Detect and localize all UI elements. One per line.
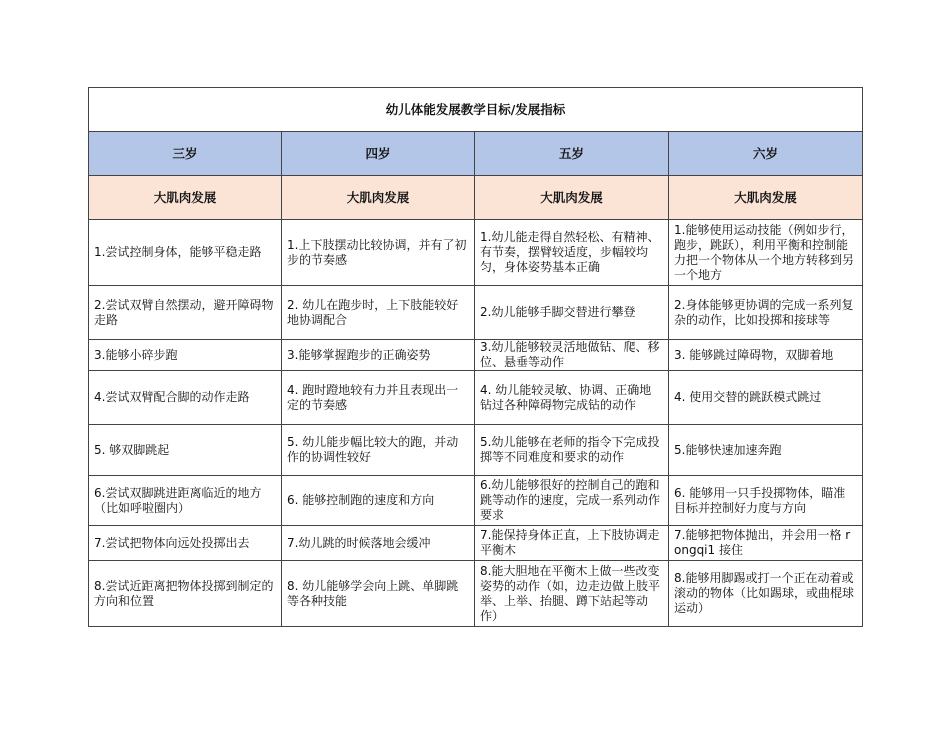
table-cell: 2. 幼儿在跑步时，上下肢能较好地协调配合 bbox=[282, 286, 475, 340]
table-cell: 1.上下肢摆动比较协调，并有了初步的节奏感 bbox=[282, 220, 475, 286]
table-cell: 1.尝试控制身体，能够平稳走路 bbox=[89, 220, 282, 286]
table-cell: 8.能够用脚踢或打一个正在动着或滚动的物体（比如踢球，或曲棍球运动） bbox=[669, 561, 863, 627]
table-cell: 5. 幼儿能步幅比较大的跑，并动作的协调性较好 bbox=[282, 425, 475, 476]
table-cell: 7.幼儿跳的时候落地会缓冲 bbox=[282, 526, 475, 561]
table-cell: 5. 够双脚跳起 bbox=[89, 425, 282, 476]
category-header: 大肌肉发展 bbox=[89, 176, 282, 220]
table-cell: 8.尝试近距离把物体投掷到制定的方向和位置 bbox=[89, 561, 282, 627]
table-cell: 8. 幼儿能够学会向上跳、单脚跳等各种技能 bbox=[282, 561, 475, 627]
table-cell: 6.幼儿能够很好的控制自己的跑和跳等动作的速度，完成一系列动作要求 bbox=[475, 476, 669, 526]
category-header-row bbox=[89, 176, 863, 220]
table-cell: 5.能够快速加速奔跑 bbox=[669, 425, 863, 476]
category-header: 大肌肉发展 bbox=[282, 176, 475, 220]
table-row bbox=[89, 526, 863, 561]
table-row bbox=[89, 340, 863, 371]
table-cell: 6.尝试双脚跳进距离临近的地方（比如呼啦圈内） bbox=[89, 476, 282, 526]
table-cell: 7.能保持身体正直，上下肢协调走平衡木 bbox=[475, 526, 669, 561]
table-cell: 5.幼儿能够在老师的指令下完成投掷等不同难度和要求的动作 bbox=[475, 425, 669, 476]
table-cell: 4. 幼儿能较灵敏、协调、正确地钻过各种障碍物完成钻的动作 bbox=[475, 371, 669, 425]
table-cell: 2.幼儿能够手脚交替进行攀登 bbox=[475, 286, 669, 340]
table-cell: 2.身体能够更协调的完成一系列复杂的动作，比如投掷和接球等 bbox=[669, 286, 863, 340]
table-cell: 7.尝试把物体向远处投掷出去 bbox=[89, 526, 282, 561]
table-cell: 7.能够把物体抛出，并会用一格 rongqi1 接住 bbox=[669, 526, 863, 561]
table-cell: 4. 使用交替的跳跃模式跳过 bbox=[669, 371, 863, 425]
table-row bbox=[89, 476, 863, 526]
table-cell: 4. 跑时蹬地较有力并且表现出一定的节奏感 bbox=[282, 371, 475, 425]
table-title-row bbox=[89, 88, 863, 132]
age-header-row bbox=[89, 132, 863, 176]
age-header-five: 五岁 bbox=[475, 132, 669, 176]
table-row bbox=[89, 425, 863, 476]
development-goals-table bbox=[88, 87, 863, 627]
table-row bbox=[89, 371, 863, 425]
table-cell: 1.能够使用运动技能（例如步行，跑步，跳跃），利用平衡和控制能力把一个物体从一个地方转移到另一个地方 bbox=[669, 220, 863, 286]
table-row bbox=[89, 286, 863, 340]
table-row bbox=[89, 561, 863, 627]
table-cell: 4.尝试双臂配合脚的动作走路 bbox=[89, 371, 282, 425]
table-cell: 3.幼儿能够较灵活地做钻、爬、移位、悬垂等动作 bbox=[475, 340, 669, 371]
age-header-four: 四岁 bbox=[282, 132, 475, 176]
category-header: 大肌肉发展 bbox=[475, 176, 669, 220]
age-header-three: 三岁 bbox=[89, 132, 282, 176]
table-cell: 3.能够小碎步跑 bbox=[89, 340, 282, 371]
table-row bbox=[89, 220, 863, 286]
table-cell: 2.尝试双臂自然摆动，避开障碍物走路 bbox=[89, 286, 282, 340]
table-title: 幼儿体能发展教学目标/发展指标 bbox=[89, 88, 863, 132]
table-cell: 3. 能够跳过障碍物，双脚着地 bbox=[669, 340, 863, 371]
age-header-six: 六岁 bbox=[669, 132, 863, 176]
table-cell: 1.幼儿能走得自然轻松、有精神、有节奏，摆臂较适度，步幅较均匀，身体姿势基本正确 bbox=[475, 220, 669, 286]
table-cell: 6. 能够控制跑的速度和方向 bbox=[282, 476, 475, 526]
table-cell: 6. 能够用一只手投掷物体，瞄准目标并控制好力度与方向 bbox=[669, 476, 863, 526]
category-header: 大肌肉发展 bbox=[669, 176, 863, 220]
table-cell: 3.能够掌握跑步的正确姿势 bbox=[282, 340, 475, 371]
table-cell: 8.能大胆地在平衡木上做一些改变姿势的动作（如，边走边做上肢平举、上举、抬腿、蹲下站起等动作） bbox=[475, 561, 669, 627]
